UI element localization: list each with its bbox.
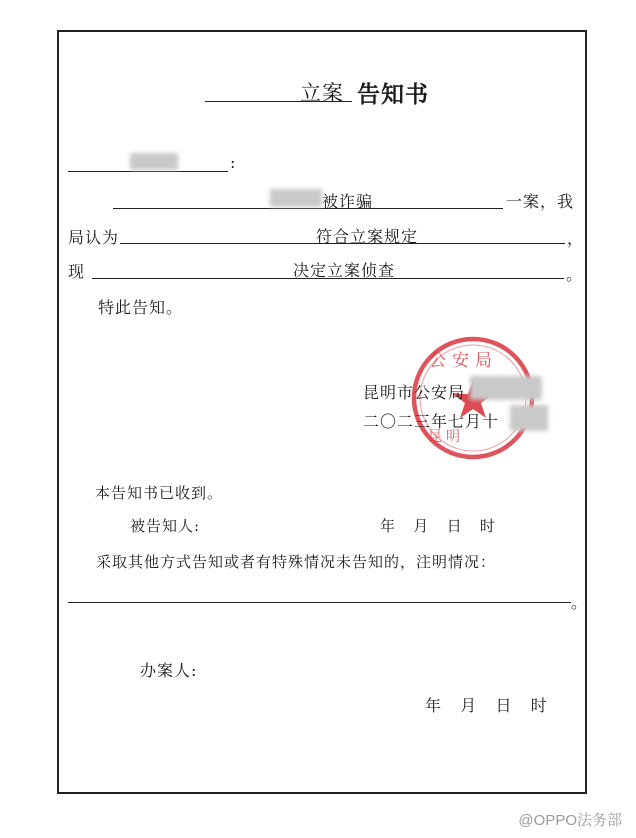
weibo-watermark: @OPPO法务部 (518, 812, 622, 829)
other-methods-text: 采取其他方式告知或者有特殊情况未告知的，注明情况： (96, 553, 497, 571)
addressee-underline (68, 171, 228, 172)
line2-prefix: 局认为 (68, 228, 120, 247)
other-methods-underline (68, 602, 571, 603)
notified-person-label: 被告知人: (130, 517, 201, 535)
receipt-date-fields: 年 月 日 时 (380, 517, 496, 535)
seal-text-top: 公安局 (429, 351, 498, 371)
handler-label: 办案人: (140, 661, 198, 680)
title-prefix: 立案 (300, 81, 344, 105)
notice-text: 特此告知。 (98, 298, 184, 317)
issue-date: 二〇二三年七月十 (363, 412, 500, 431)
redacted-date-suffix (510, 405, 548, 431)
title-main: 告知书 (357, 81, 429, 108)
line3-prefix: 现 (68, 262, 86, 281)
line2-end: ， (567, 229, 585, 248)
line3-end: 。 (566, 265, 584, 284)
redacted-victim (270, 189, 322, 207)
other-methods-end: 。 (571, 593, 589, 612)
seal-text-bottom: 昆明 (428, 429, 464, 445)
receipt-text: 本告知书已收到。 (95, 484, 224, 502)
line3-value: 决定立案侦查 (293, 261, 396, 280)
line2-value: 符合立案规定 (316, 227, 419, 246)
addressee-colon: : (230, 153, 237, 172)
case-description: 被诈骗 (322, 192, 374, 211)
issuer-name: 昆明市公安局 (363, 383, 466, 402)
handler-date-fields: 年 月 日 时 (425, 696, 548, 715)
case-underline (113, 208, 503, 209)
case-end: 一案，我 (506, 192, 575, 211)
redacted-addressee (130, 153, 178, 170)
redacted-issuer-suffix (470, 376, 542, 400)
